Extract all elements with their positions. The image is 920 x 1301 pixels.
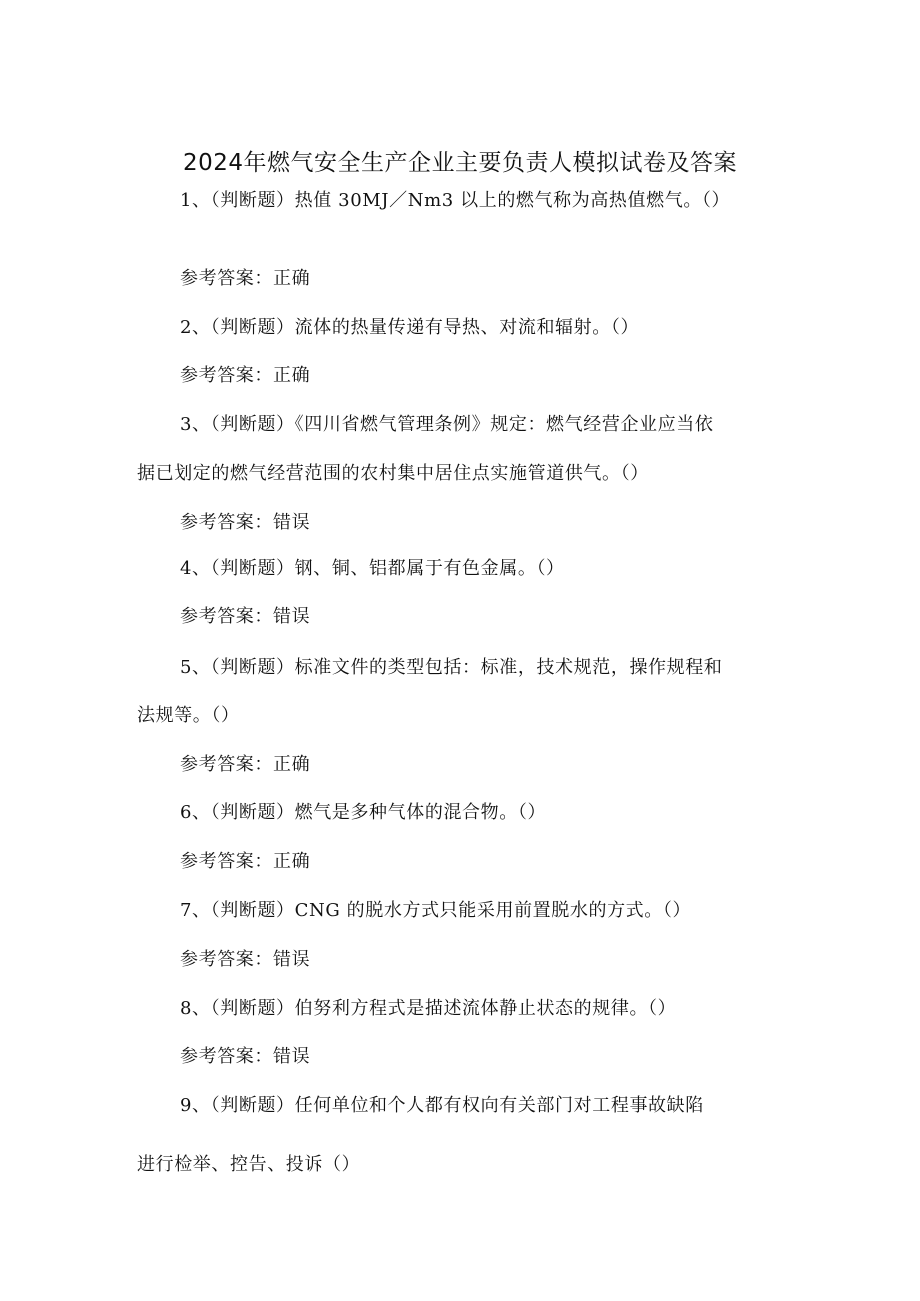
question-2-answer: 参考答案：正确 bbox=[180, 365, 311, 386]
page-title: 2024年燃气安全生产企业主要负责人模拟试卷及答案 bbox=[182, 150, 738, 176]
question-3-text: 3、（判断题）《四川省燃气管理条例》规定：燃气经营企业应当依 bbox=[180, 414, 714, 435]
question-8-answer: 参考答案：错误 bbox=[180, 1046, 311, 1067]
question-4-text: 4、（判断题）钢、铜、铝都属于有色金属。（） bbox=[180, 558, 565, 579]
question-5-text-continued: 法规等。（） bbox=[137, 705, 240, 726]
question-5-answer: 参考答案：正确 bbox=[180, 754, 311, 775]
question-1-answer: 参考答案：正确 bbox=[180, 268, 311, 289]
question-2-text: 2、（判断题）流体的热量传递有导热、对流和辐射。（） bbox=[180, 317, 640, 338]
question-5-text: 5、（判断题）标准文件的类型包括：标准，技术规范，操作规程和 bbox=[180, 657, 723, 678]
question-6-answer: 参考答案：正确 bbox=[180, 851, 311, 872]
question-3-text-continued: 据已划定的燃气经营范围的农村集中居住点实施管道供气。（） bbox=[137, 463, 649, 484]
question-7-text: 7、（判断题）CNG 的脱水方式只能采用前置脱水的方式。（） bbox=[180, 900, 692, 921]
question-4-answer: 参考答案：错误 bbox=[180, 606, 311, 627]
question-9-text-continued: 进行检举、控告、投诉（） bbox=[137, 1154, 361, 1175]
question-1-text: 1、（判断题）热值 30MJ／Nm3 以上的燃气称为高热值燃气。（） bbox=[180, 190, 731, 211]
question-6-text: 6、（判断题）燃气是多种气体的混合物。（） bbox=[180, 802, 547, 823]
question-9-text: 9、（判断题）任何单位和个人都有权向有关部门对工程事故缺陷 bbox=[180, 1095, 704, 1116]
question-7-answer: 参考答案：错误 bbox=[180, 949, 311, 970]
question-3-answer: 参考答案：错误 bbox=[180, 512, 311, 533]
question-8-text: 8、（判断题）伯努利方程式是描述流体静止状态的规律。（） bbox=[180, 998, 677, 1019]
